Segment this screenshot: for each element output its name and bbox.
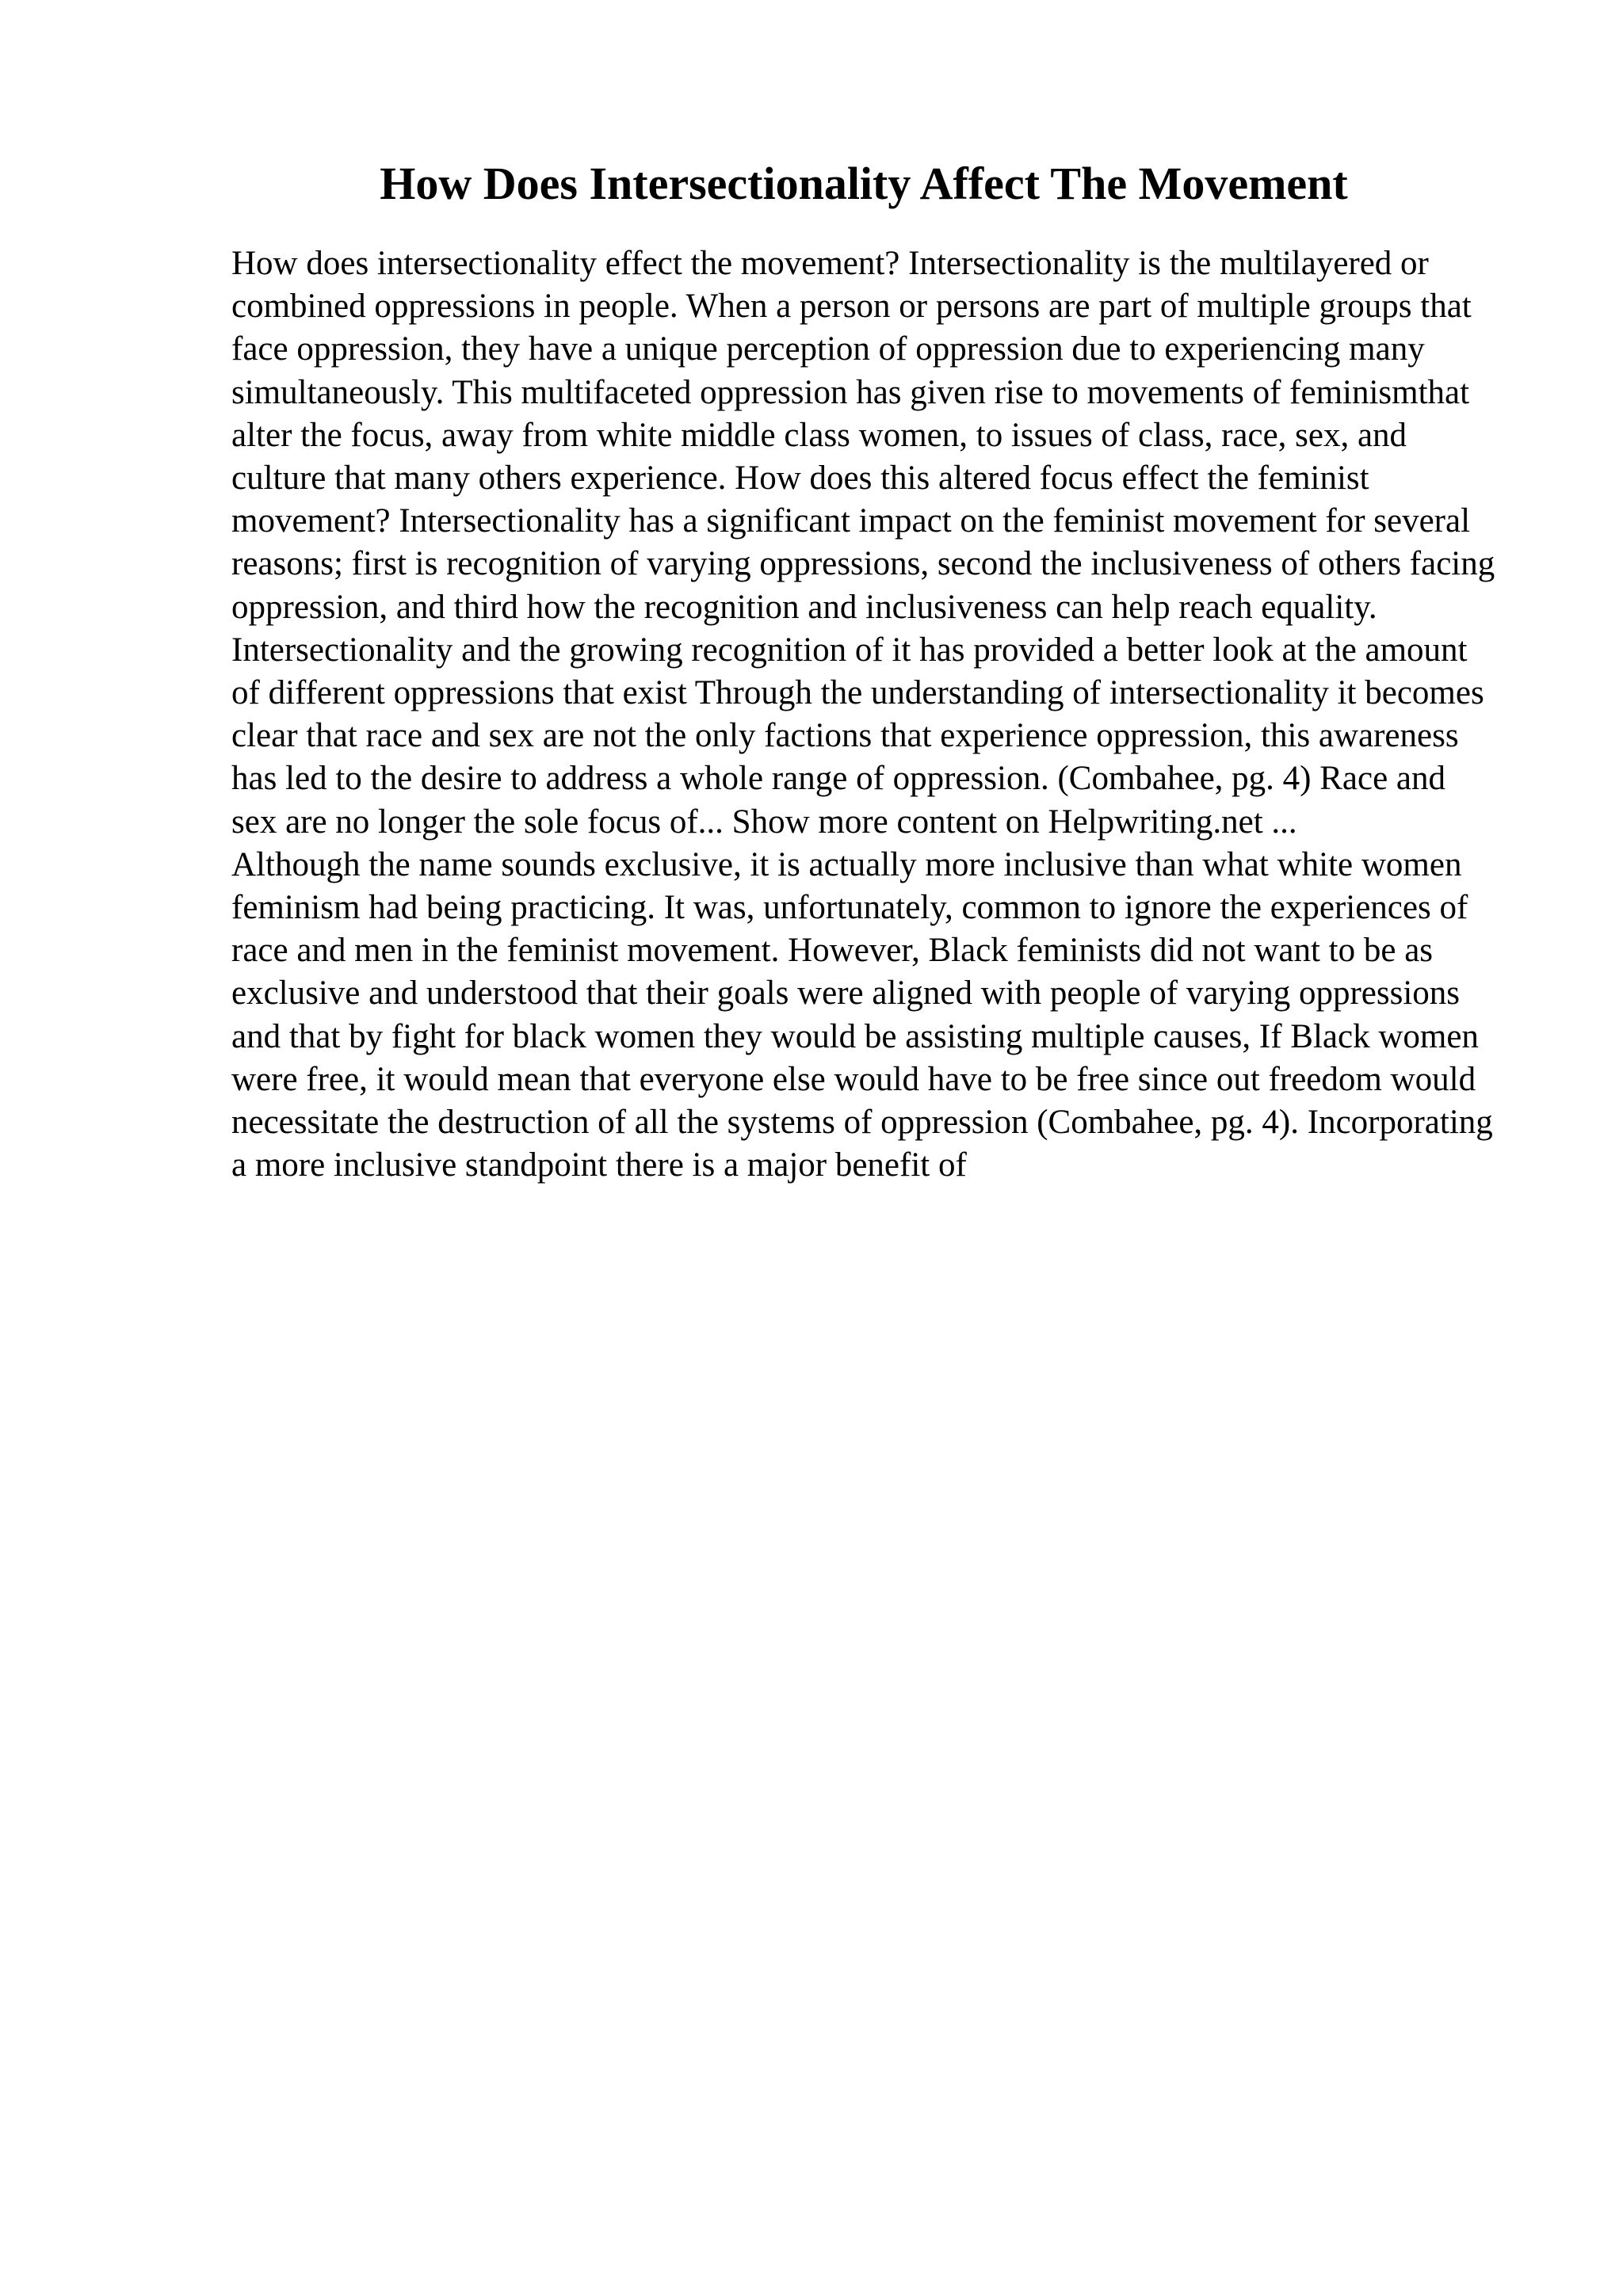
paragraph-1-text: How does intersectionality effect the movement? Intersectionality is the multilayered or combined oppressions in people. When a person or persons are part of multiple groups that face oppression, they have a unique perception of oppression due to experiencing many simultaneously. This multifaceted oppression has given rise to movements of feminismthat alter the focus, away from white middle class women, to issues of class, race, sex, and culture that many others experience. How does this altered focus effect the feminist movement? Intersectionality has a significant impact on the feminist movement for several reasons; first is recognition of varying oppressions, second the inclusiveness of others facing oppression, and third how the recognition and inclusiveness can help reach equality. Intersectionality and the growing recognition of it has provided a better look at the amount of different oppressions that exist Through the understanding of intersectionality it becomes clear that race and sex are not the only factions that experience oppression, this awareness has led to the desire to address a whole range of oppression. (Combahee, pg. 4) Race and sex are no longer the sole focus of... <box>231 245 1495 841</box>
document-body <box>231 242 1499 1187</box>
show-more-link[interactable]: Show more content on Helpwriting.net ... <box>731 803 1297 841</box>
document-title: How Does Intersectionality Affect The Movement <box>380 158 1348 209</box>
paragraph-2: Although the name sounds exclusive, it is actually more inclusive than what white women feminism had being practicing. It was, unfortunately, common to ignore the experiences of race and men in the feminist movement. However, Black feminists did not want to be as exclusive and understood that their goals were aligned with people of varying oppressions and that by fight for black women they would be assisting multiple causes, If Black women were free, it would mean that everyone else would have to be free since out freedom would necessitate the destruction of all the systems of oppression (Combahee, pg. 4). Incorporating a more inclusive standpoint there is a major benefit of <box>231 845 1493 1184</box>
paragraph-1 <box>231 242 1499 844</box>
